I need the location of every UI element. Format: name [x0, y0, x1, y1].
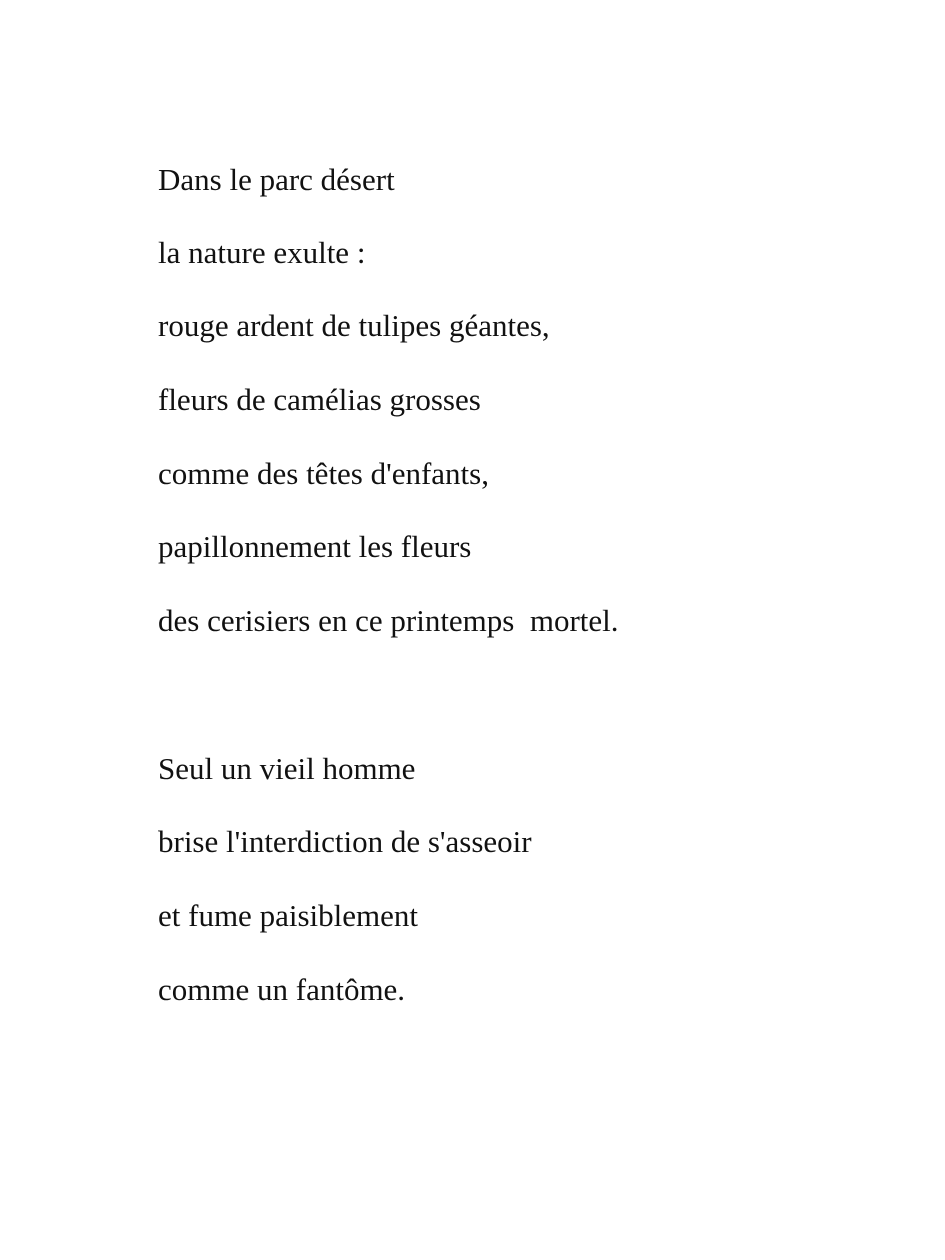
poem-line: des cerisiers en ce printemps mortel. [158, 603, 619, 638]
poem-line: brise l'interdiction de s'asseoir [158, 824, 532, 859]
poem-line: rouge ardent de tulipes géantes, [158, 308, 550, 343]
poem-line: la nature exulte : [158, 235, 366, 270]
poem-line: Dans le parc désert [158, 162, 395, 197]
poem-line: Seul un vieil homme [158, 751, 416, 786]
poem-line: comme un fantôme. [158, 972, 406, 1007]
poem-line: papillonnement les fleurs [158, 529, 472, 564]
poem-line: et fume paisiblement [158, 898, 418, 933]
poem-line: comme des têtes d'enfants, [158, 456, 489, 491]
poem-line: fleurs de camélias grosses [158, 382, 481, 417]
